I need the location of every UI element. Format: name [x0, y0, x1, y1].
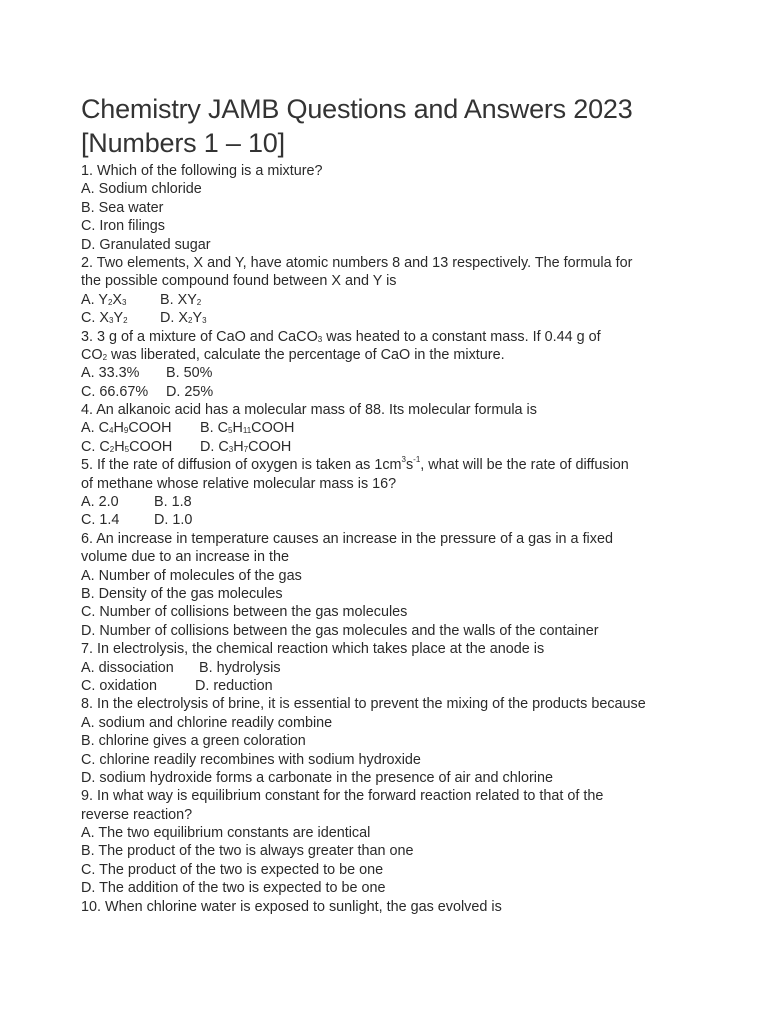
q5-option-c: C. 1.4: [81, 512, 120, 529]
q8-option-b: B. chlorine gives a green coloration: [81, 733, 306, 750]
q8-option-a: A. sodium and chlorine readily combine: [81, 714, 333, 731]
title-line-2: [Numbers 1 – 10]: [81, 128, 285, 158]
question-5-line-1: 5. If the rate of diffusion of oxygen is taken as $1cm^3s^{-1}$, what will be the rate of diffusion: [81, 455, 629, 474]
q5-option-d: D. 1.0: [154, 512, 193, 529]
q7-options-cd: [81, 677, 761, 695]
question-2-line-2: the possible compound found between X and Y is: [81, 273, 397, 290]
q6-option-c: C. Number of collisions between the gas molecules: [81, 604, 408, 621]
q7-option-d: D. reduction: [195, 677, 273, 694]
question-1: 1. Which of the following is a mixture?: [81, 163, 323, 179]
title-line-1: Chemistry JAMB Questions and Answers 2023: [81, 94, 633, 124]
q8-option-c: C. chlorine readily recombines with sodium hydroxide: [81, 751, 421, 768]
question-9-line-1: 9. In what way is equilibrium constant for the forward reaction related to that of the: [81, 788, 604, 805]
q9-option-c: C. The product of the two is expected to be one: [81, 861, 384, 878]
question-4: 4. An alkanoic acid has a molecular mass of 88. Its molecular formula is: [81, 402, 537, 419]
page-title: [81, 92, 761, 160]
q8-option-d: D. sodium hydroxide forms a carbonate in the presence of air and chlorine: [81, 769, 553, 786]
q4-options-ab: [81, 419, 761, 437]
q6-option-d: D. Number of collisions between the gas molecules and the walls of the container: [81, 622, 599, 639]
question-10: 10. When chlorine water is exposed to sunlight, the gas evolved is: [81, 898, 502, 915]
q2-option-a: A. $Y_2X_3$: [81, 291, 127, 308]
q4-options-cd: [81, 438, 761, 456]
q5-options-cd: [81, 511, 761, 529]
question-7: 7. In electrolysis, the chemical reaction which takes place at the anode is: [81, 641, 545, 658]
q6-option-b: B. Density of the gas molecules: [81, 585, 283, 602]
q7-option-a: A. dissociation: [81, 659, 174, 676]
q4-option-a: A. $C_4H_9COOH$: [81, 420, 172, 437]
q4-option-d: D. $C_3H_7COOH$: [200, 438, 292, 455]
q9-option-a: A. The two equilibrium constants are identical: [81, 825, 371, 842]
q7-option-c: C. oxidation: [81, 677, 157, 694]
document-content: [81, 92, 761, 916]
q3-options-cd: [81, 383, 761, 401]
q3-option-d: D. 25%: [166, 383, 214, 400]
q6-option-a: A. Number of molecules of the gas: [81, 567, 302, 584]
question-8: 8. In the electrolysis of brine, it is essential to prevent the mixing of the products because: [81, 696, 646, 713]
q3-options-ab: [81, 364, 761, 382]
q5-option-b: B. 1.8: [154, 494, 192, 511]
q2-option-c: C. $X_3Y_2$: [81, 310, 128, 327]
q3-option-a: A. 33.3%: [81, 365, 140, 382]
question-2-line-1: 2. Two elements, X and Y, have atomic numbers 8 and 13 respectively. The formula for: [81, 254, 633, 271]
q7-option-b: B. hydrolysis: [199, 659, 281, 676]
q1-option-c: C. Iron filings: [81, 218, 165, 235]
q2-option-d: D. $X_2Y_3$: [160, 310, 207, 327]
question-6-line-2: volume due to an increase in the: [81, 549, 289, 566]
q9-option-d: D. The addition of the two is expected to be one: [81, 880, 386, 897]
question-3-line-1: 3. 3 g of a mixture of CaO and CaCO$_3$ was heated to a constant mass. If 0.44 g of: [81, 328, 601, 345]
q3-option-c: C. 66.67%: [81, 383, 149, 400]
q3-option-b: B. 50%: [166, 365, 213, 382]
q1-option-a: A. Sodium chloride: [81, 181, 202, 198]
question-6-line-1: 6. An increase in temperature causes an increase in the pressure of a gas in a fixed: [81, 530, 613, 547]
q5-options-ab: [81, 493, 761, 511]
q4-option-b: B. $C_5H_{11}COOH$: [200, 420, 295, 437]
q1-option-b: B. Sea water: [81, 199, 164, 216]
q2-options-cd: [81, 309, 761, 327]
question-3-line-2: $CO_2$ was liberated, calculate the percentage of CaO in the mixture.: [81, 346, 505, 363]
question-9-line-2: reverse reaction?: [81, 806, 193, 823]
q9-option-b: B. The product of the two is always greater than one: [81, 843, 414, 860]
question-5-line-2: of methane whose relative molecular mass is 16?: [81, 475, 397, 492]
q2-option-b: B. $XY_2$: [160, 291, 202, 308]
q2-options-ab: [81, 291, 761, 309]
q5-option-a: A. 2.0: [81, 494, 119, 511]
q7-options-ab: [81, 659, 761, 677]
q4-option-c: C. $C_2H_5COOH$: [81, 438, 173, 455]
q1-option-d: D. Granulated sugar: [81, 236, 211, 253]
